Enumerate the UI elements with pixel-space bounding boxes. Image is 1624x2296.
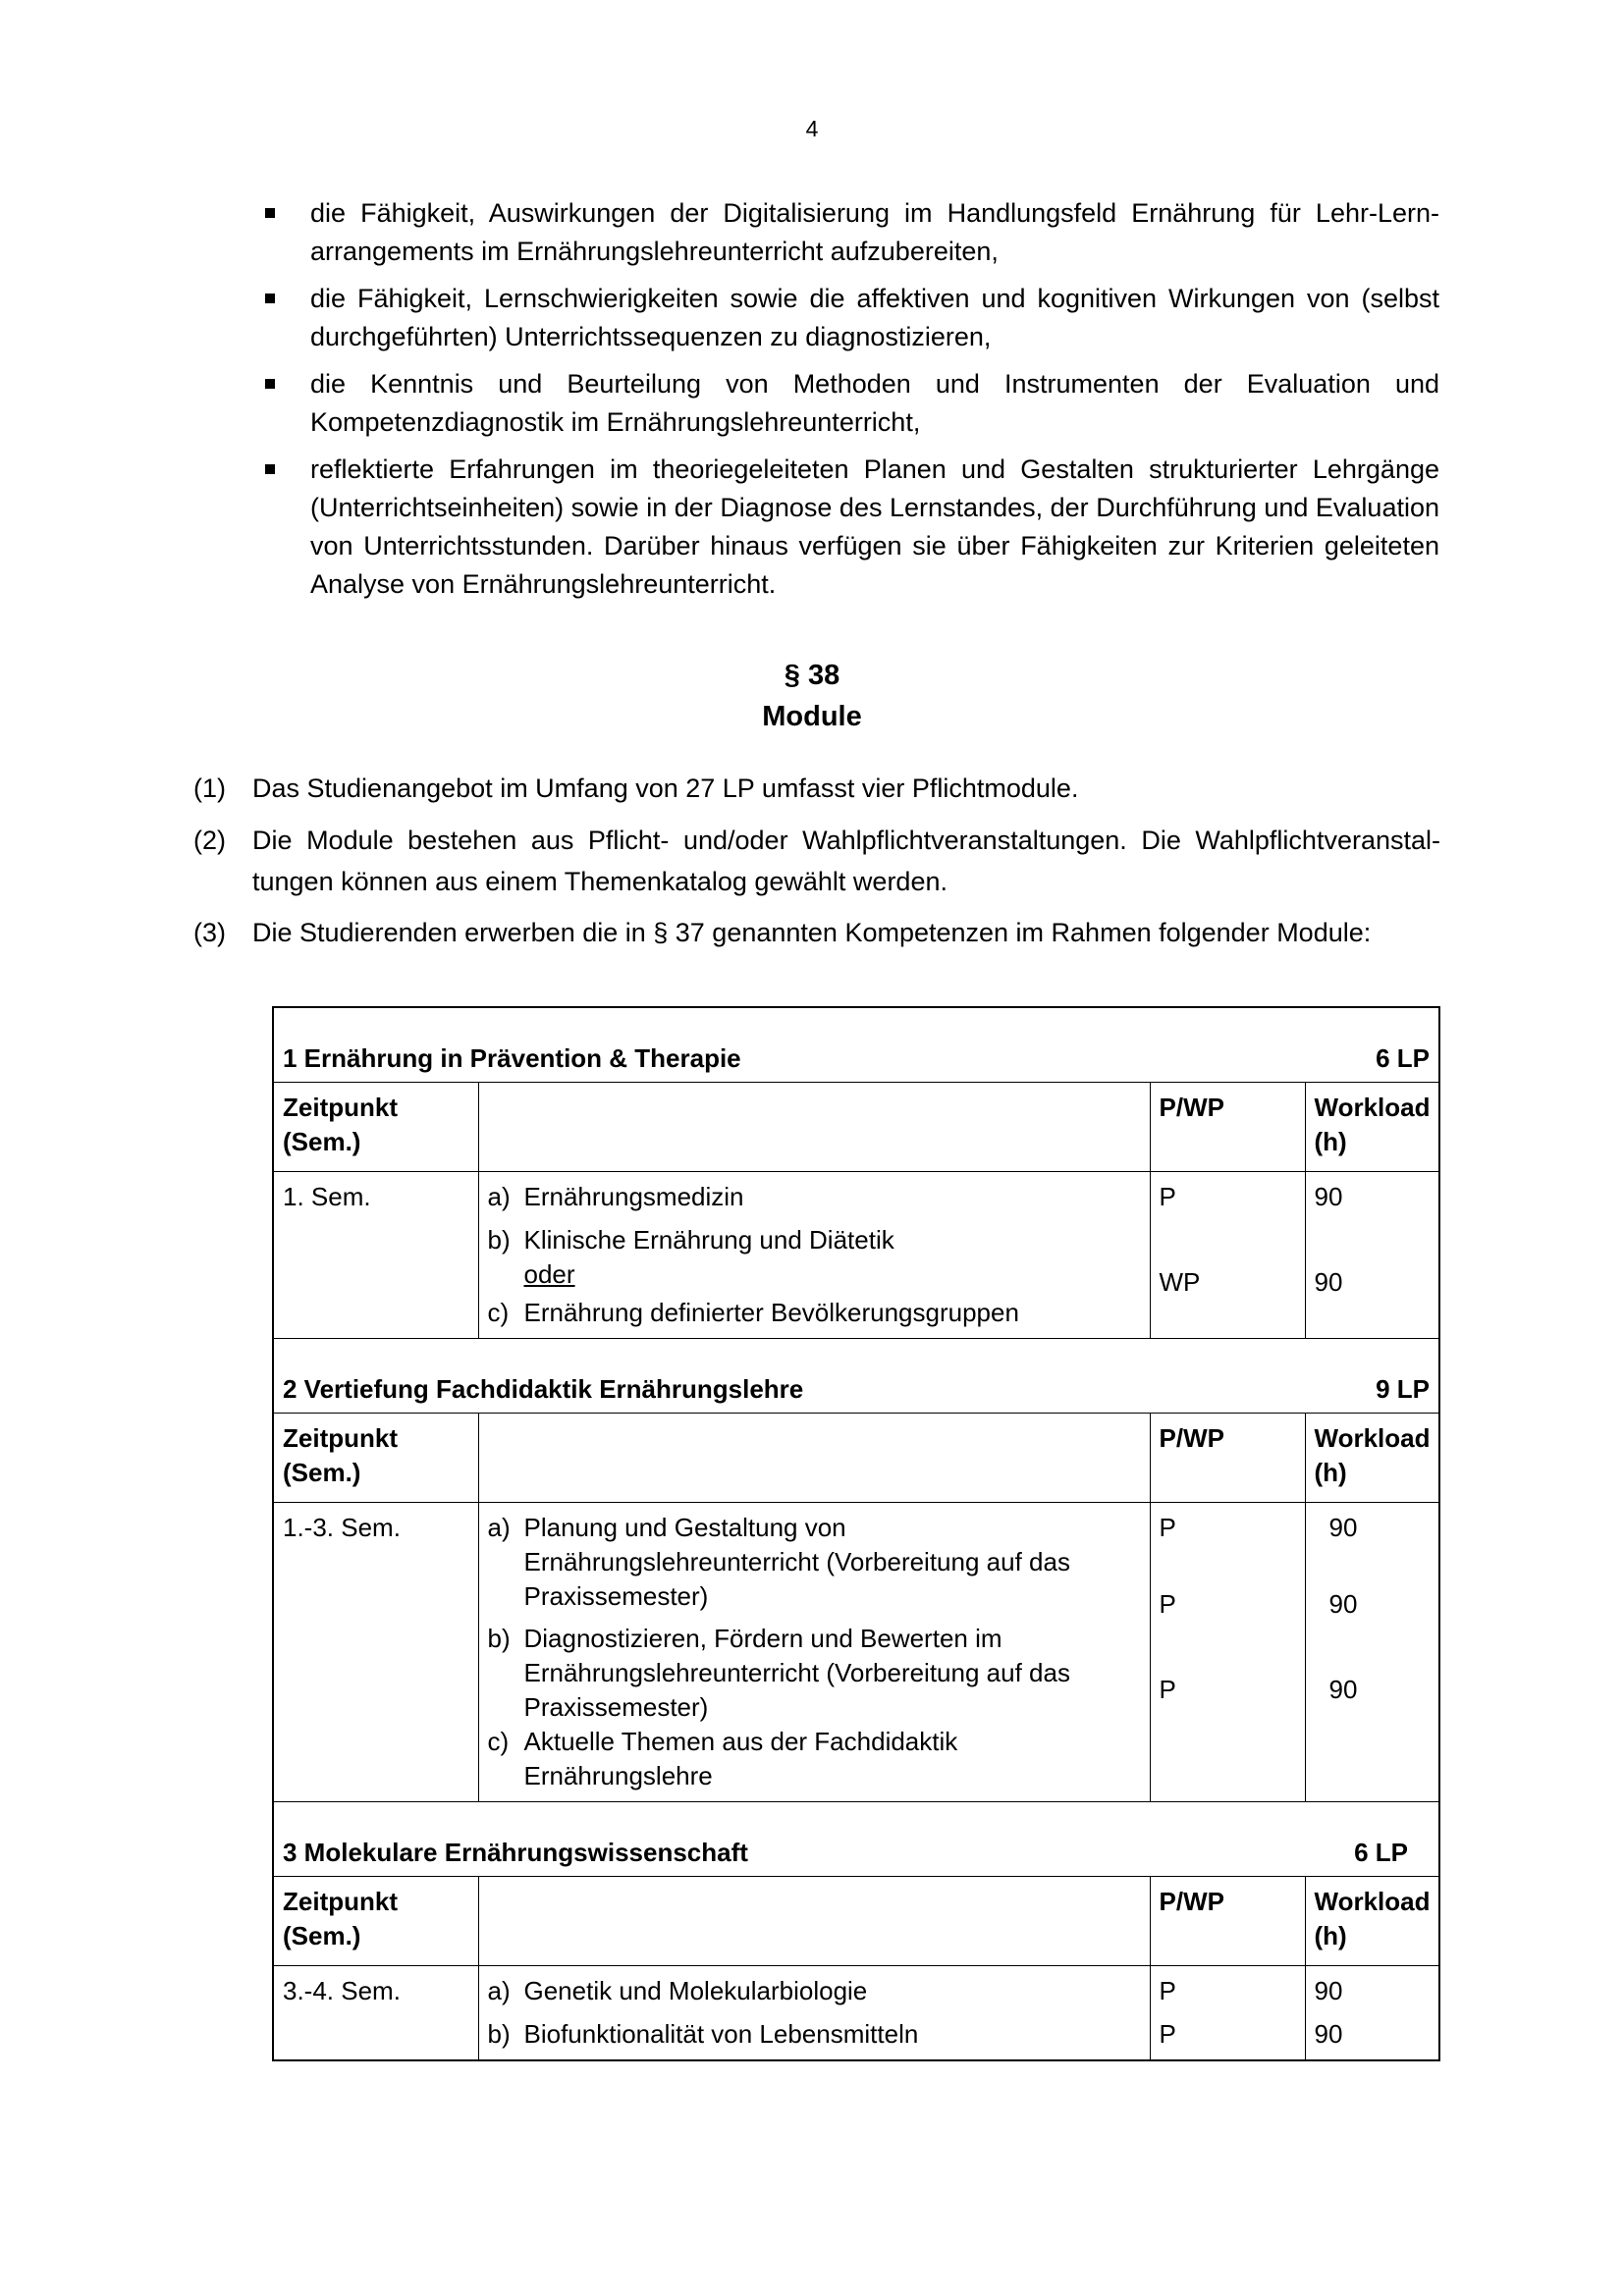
courses-cell: a) Ernährungsmedizin b) Klinische Ernährung und Diätetik oder c) Ernährung definierter Bevölkerungsgruppen [478, 1172, 1150, 1339]
table-row [274, 1172, 1438, 1339]
bullet-text: die Fähigkeit, Auswirkungen der Digitalisierung im Handlungsfeld Ernährung für Lehr-Lern-arrangements im Ernährungslehreunterricht aufzubereiten, [310, 198, 1439, 266]
header-zeitpunkt: Zeitpunkt (Sem.) [274, 1877, 478, 1966]
header-workload: Workload (h) [1305, 1083, 1438, 1172]
paragraph-text: Die Module bestehen aus Pflicht- und/oder Wahlpflichtveranstaltungen. Die Wahlpflichtveranstal-tungen können aus einem Themenkatalog gewählt werden. [252, 826, 1440, 896]
header-pwp: P/WP [1150, 1083, 1305, 1172]
header-courses [478, 1414, 1150, 1503]
bullet-square-icon [265, 379, 275, 389]
competence-bullet-list [259, 194, 1439, 613]
header-courses [478, 1877, 1150, 1966]
paragraph-1 [193, 768, 1440, 809]
semester-cell: 1. Sem. [274, 1172, 478, 1339]
paragraph-3 [193, 912, 1440, 953]
bullet-square-icon [265, 208, 275, 218]
header-zeitpunkt: Zeitpunkt (Sem.) [274, 1083, 478, 1172]
paragraph-number: (2) [193, 826, 226, 855]
header-workload: Workload (h) [1305, 1414, 1438, 1503]
module-title-row [274, 1802, 1438, 1877]
bullet-item [259, 280, 1439, 356]
paragraph-2 [193, 820, 1440, 902]
module-credits: 9 LP [1376, 1374, 1430, 1404]
module-title-row [274, 1008, 1438, 1083]
bullet-item [259, 365, 1439, 442]
courses-cell: a) Genetik und Molekularbiologie b) Biofunktionalität von Lebensmitteln [478, 1966, 1150, 2060]
workload-cell: 90 90 [1305, 1966, 1438, 2060]
section-number: § 38 [784, 660, 840, 691]
table-row [274, 1966, 1438, 2060]
table-header-row [274, 1083, 1438, 1172]
modules-table [272, 1006, 1440, 2061]
table-header-row [274, 1414, 1438, 1503]
section-title: Module [762, 701, 862, 732]
course-text: Ernährung definierter Bevölkerungsgruppen [523, 1298, 1019, 1327]
module-title: 1 Ernährung in Prävention & Therapie [283, 1043, 741, 1073]
course-text: Klinische Ernährung und Diätetik [523, 1225, 894, 1255]
paragraph-number: (1) [193, 774, 226, 803]
paragraph-text: Das Studienangebot im Umfang von 27 LP umfasst vier Pflichtmodule. [252, 774, 1079, 803]
bullet-item [259, 194, 1439, 271]
semester-cell: 3.-4. Sem. [274, 1966, 478, 2060]
bullet-square-icon [265, 464, 275, 474]
courses-cell: a) Planung und Gestaltung von Ernährungslehreunterricht (Vorbereitung auf das Praxissemester) b) Diagnostizieren, Fördern und Bewerten im Ernährungslehreunterricht (Vorbereitung auf das Praxissemester) c) Aktuelle Themen aus der Fachdidaktik Ernährungslehre [478, 1503, 1150, 1802]
semester-cell: 1.-3. Sem. [274, 1503, 478, 1802]
header-workload: Workload (h) [1305, 1877, 1438, 1966]
pwp-cell: P P P [1150, 1503, 1305, 1802]
table-row [274, 1503, 1438, 1802]
course-text: Genetik und Molekularbiologie [523, 1976, 868, 2005]
pwp-cell: P WP [1150, 1172, 1305, 1339]
header-zeitpunkt: Zeitpunkt (Sem.) [274, 1414, 478, 1503]
workload-cell: 90 90 90 [1305, 1503, 1438, 1802]
course-text: Aktuelle Themen aus der Fachdidaktik Ernährungslehre [523, 1727, 958, 1790]
course-text: Ernährungsmedizin [523, 1182, 744, 1211]
paragraph-text: Die Studierenden erwerben die in § 37 genannten Kompetenzen im Rahmen folgender Module: [252, 918, 1372, 947]
page-number: 4 [805, 116, 819, 141]
bullet-item [259, 451, 1439, 604]
paragraph-number: (3) [193, 918, 226, 947]
bullet-text: die Kenntnis und Beurteilung von Methoden und Instrumenten der Evaluation und Kompetenzdiagnostik im Ernährungslehreunterricht, [310, 369, 1439, 437]
course-text: Biofunktionalität von Lebensmitteln [523, 2019, 919, 2049]
table-header-row [274, 1877, 1438, 1966]
bullet-text: reflektierte Erfahrungen im theoriegeleiteten Planen und Gestalten strukturierter Lehrgänge (Unterrichtseinheiten) sowie in der Diagnose des Lernstandes, der Durchführung und Evaluation von Unterrichtsstunden. Darüber hinaus verfügen sie über Fähigkeiten zur Kriterien geleiteten Analyse von Ernährungslehreunterricht. [310, 454, 1439, 599]
module-credits: 6 LP [1354, 1838, 1408, 1867]
header-courses [478, 1083, 1150, 1172]
module-title-row [274, 1339, 1438, 1414]
oder-text: oder [523, 1259, 575, 1289]
workload-cell: 90 90 [1305, 1172, 1438, 1339]
course-text: Diagnostizieren, Fördern und Bewerten im Ernährungslehreunterricht (Vorbereitung auf das Praxissemester) [523, 1624, 1070, 1722]
header-pwp: P/WP [1150, 1877, 1305, 1966]
module-title: 3 Molekulare Ernährungswissenschaft [283, 1838, 748, 1867]
module-credits: 6 LP [1376, 1043, 1430, 1073]
course-text: Planung und Gestaltung von Ernährungslehreunterricht (Vorbereitung auf das Praxissemester) [523, 1513, 1070, 1611]
header-pwp: P/WP [1150, 1414, 1305, 1503]
module-title: 2 Vertiefung Fachdidaktik Ernährungslehre [283, 1374, 804, 1404]
pwp-cell: P P [1150, 1966, 1305, 2060]
bullet-text: die Fähigkeit, Lernschwierigkeiten sowie die affektiven und kognitiven Wirkungen von (selbst durchgeführten) Unterrichtssequenzen zu diagnostizieren, [310, 284, 1439, 351]
bullet-square-icon [265, 294, 275, 303]
